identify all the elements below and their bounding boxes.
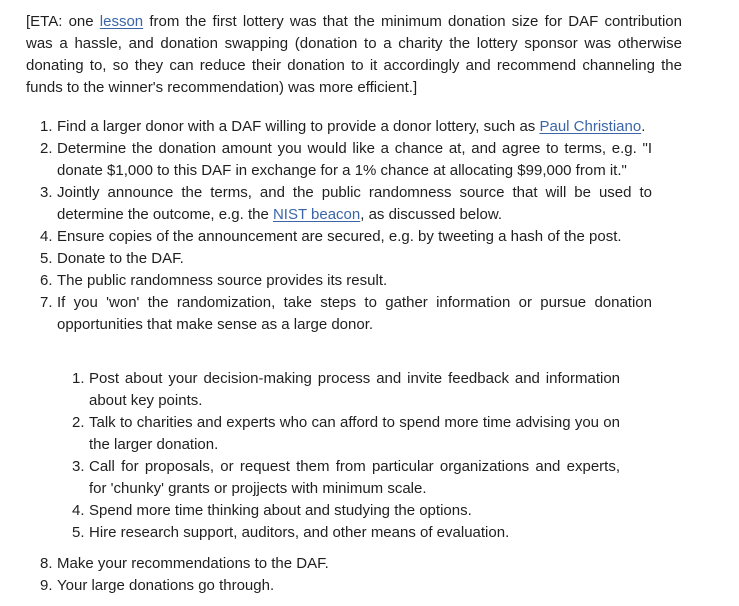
- list-item: [40, 270, 652, 292]
- eta-paragraph: [26, 11, 682, 99]
- step-number: 1.: [40, 118, 53, 135]
- substep-text: Spend more time thinking about and studying the options.: [89, 502, 472, 519]
- substep-number: 5.: [72, 524, 85, 541]
- substep-text: Post about your decision-making process and invite feedback and information about key points.: [89, 370, 620, 409]
- list-item: [40, 138, 652, 182]
- substep-number: 4.: [72, 502, 85, 519]
- list-item: [72, 412, 620, 456]
- step-text-before: Jointly announce the terms, and the public randomness source that will be used to determine the outcome, e.g. the: [57, 184, 652, 223]
- substep-text: Call for proposals, or request them from particular organizations and experts, for 'chunky' grants or projjects with minimum scale.: [89, 458, 620, 497]
- step-number: 8.: [40, 555, 53, 572]
- paul-christiano-link[interactable]: Paul Christiano: [539, 118, 642, 135]
- step-text-before: Find a larger donor with a DAF willing to provide a donor lottery, such as: [57, 118, 540, 135]
- list-item: [72, 500, 620, 522]
- step-text-after: , as discussed below.: [360, 206, 502, 223]
- eta-prefix: [ETA: one: [26, 13, 100, 30]
- step-text-after: .: [641, 118, 646, 135]
- step-number: 4.: [40, 228, 53, 245]
- eta-suffix: from the first lottery was that the minimum donation size for DAF contribution was a hassle, and donation swapping (donation to a charity the lottery sponsor was otherwise donating to, so they can reduce their donation to it accordingly and recommend channeling the funds to the winner's recommendation) was more efficient.]: [26, 13, 682, 96]
- step-number: 2.: [40, 140, 53, 157]
- list-item: [72, 456, 620, 500]
- step-text: Donate to the DAF.: [57, 250, 184, 267]
- step-text: Your large donations go through.: [57, 577, 275, 594]
- step-text: Determine the donation amount you would like a chance at, and agree to terms, e.g. "I donate $1,000 to this DAF in exchange for a 1% chance at allocating $99,000 from it.": [57, 140, 652, 179]
- final-steps-list: [40, 553, 652, 597]
- lesson-link[interactable]: lesson: [99, 13, 144, 30]
- list-item: [40, 116, 652, 138]
- substep-number: 1.: [72, 370, 85, 387]
- step-number: 9.: [40, 577, 53, 594]
- list-item: [72, 368, 620, 412]
- list-item: [40, 292, 652, 336]
- step-text: Ensure copies of the announcement are secured, e.g. by tweeting a hash of the post.: [57, 228, 622, 245]
- winner-substeps-list: [72, 368, 620, 544]
- step-text: [57, 116, 652, 138]
- nist-beacon-link[interactable]: NIST beacon: [272, 206, 361, 223]
- step-number: 5.: [40, 250, 53, 267]
- substep-text: Hire research support, auditors, and other means of evaluation.: [89, 524, 510, 541]
- donor-lottery-steps-list: [40, 116, 652, 336]
- substep-number: 2.: [72, 414, 85, 431]
- step-text: [57, 182, 652, 226]
- step-text: Make your recommendations to the DAF.: [57, 555, 329, 572]
- step-text: The public randomness source provides its result.: [57, 272, 388, 289]
- list-item: [40, 575, 652, 597]
- step-number: 3.: [40, 184, 53, 201]
- step-number: 7.: [40, 294, 53, 311]
- list-item: [40, 553, 652, 575]
- list-item: [40, 182, 652, 226]
- step-text: If you 'won' the randomization, take steps to gather information or pursue donation opportunities that make sense as a large donor.: [57, 294, 652, 333]
- step-number: 6.: [40, 272, 53, 289]
- substep-number: 3.: [72, 458, 85, 475]
- list-item: [40, 226, 652, 248]
- substep-text: Talk to charities and experts who can afford to spend more time advising you on the larger donation.: [89, 414, 620, 453]
- list-item: [72, 522, 620, 544]
- list-item: [40, 248, 652, 270]
